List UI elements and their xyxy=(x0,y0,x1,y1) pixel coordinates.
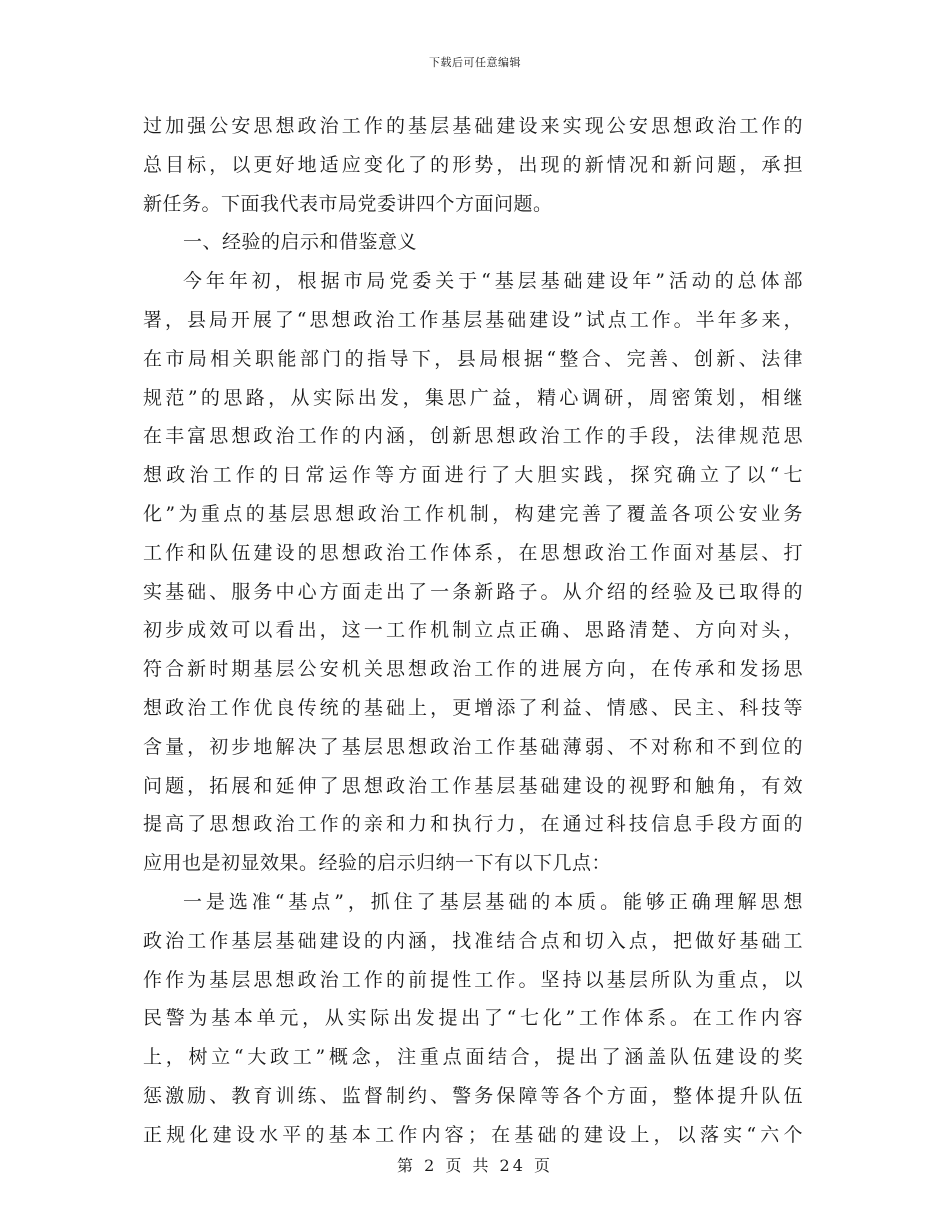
text-line: 符合新时期基层公安机关思想政治工作的进展方向，在传承和发扬思 xyxy=(143,658,803,681)
text-line: 想政治工作的日常运作等方面进行了大胆实践，探究确立了以“七 xyxy=(143,464,803,487)
text-line: 含量，初步地解决了基层思想政治工作基础薄弱、不对称和不到位的 xyxy=(143,735,803,758)
text-line: 作作为基层思想政治工作的前提性工作。坚持以基层所队为重点，以 xyxy=(143,968,803,991)
text-line: 政治工作基层基础建设的内涵，找准结合点和切入点，把做好基础工 xyxy=(143,929,803,952)
text-line: 工作和队伍建设的思想政治工作体系，在思想政治工作面对基层、打 xyxy=(143,541,803,564)
text-line: 惩激励、教育训练、监督制约、警务保障等各个方面，整体提升队伍 xyxy=(143,1084,803,1107)
text-line: 应用也是初显效果。经验的启示归纳一下有以下几点： xyxy=(143,852,612,875)
text-line: 正规化建设水平的基本工作内容；在基础的建设上，以落实“六个 xyxy=(143,1123,803,1146)
text-line: 一是选准“基点”，抓住了基层基础的本质。能够正确理解思想 xyxy=(183,890,803,913)
text-line: 新任务。下面我代表市局党委讲四个方面问题。 xyxy=(143,192,553,215)
page-footer: 第 2 页 共 24 页 xyxy=(397,1156,553,1175)
text-line: 化”为重点的基层思想政治工作机制，构建完善了覆盖各项公安业务 xyxy=(143,502,803,525)
text-line: 在市局相关职能部门的指导下，县局根据“整合、完善、创新、法律 xyxy=(143,347,803,370)
text-line: 民警为基本单元，从实际出发提出了“七化”工作体系。在工作内容 xyxy=(143,1007,803,1030)
text-line: 署，县局开展了“思想政治工作基层基础建设”试点工作。半年多来， xyxy=(143,308,803,331)
text-line: 在丰富思想政治工作的内涵，创新思想政治工作的手段，法律规范思 xyxy=(143,425,803,448)
text-line: 上，树立“大政工”概念，注重点面结合，提出了涵盖队伍建设的奖 xyxy=(143,1046,803,1069)
text-line: 实基础、服务中心方面走出了一条新路子。从介绍的经验及已取得的 xyxy=(143,580,803,603)
text-line: 问题，拓展和延伸了思想政治工作基层基础建设的视野和触角，有效 xyxy=(143,774,803,797)
text-line: 想政治工作优良传统的基础上，更增添了利益、情感、民主、科技等 xyxy=(143,696,803,719)
text-line: 今年年初，根据市局党委关于“基层基础建设年”活动的总体部 xyxy=(183,270,803,293)
page-header: 下载后可任意编辑 xyxy=(429,56,521,69)
text-line: 总目标，以更好地适应变化了的形势，出现的新情况和新问题，承担 xyxy=(143,153,803,176)
text-line: 初步成效可以看出，这一工作机制立点正确、思路清楚、方向对头， xyxy=(143,619,803,642)
text-line: 规范”的思路，从实际出发，集思广益，精心调研，周密策划，相继 xyxy=(143,386,803,409)
text-line: 过加强公安思想政治工作的基层基础建设来实现公安思想政治工作的 xyxy=(143,115,803,137)
text-line: 提高了思想政治工作的亲和力和执行力，在通过科技信息手段方面的 xyxy=(143,813,803,836)
section-heading: 一、经验的启示和借鉴意义 xyxy=(183,231,418,254)
document-body xyxy=(143,107,803,1155)
